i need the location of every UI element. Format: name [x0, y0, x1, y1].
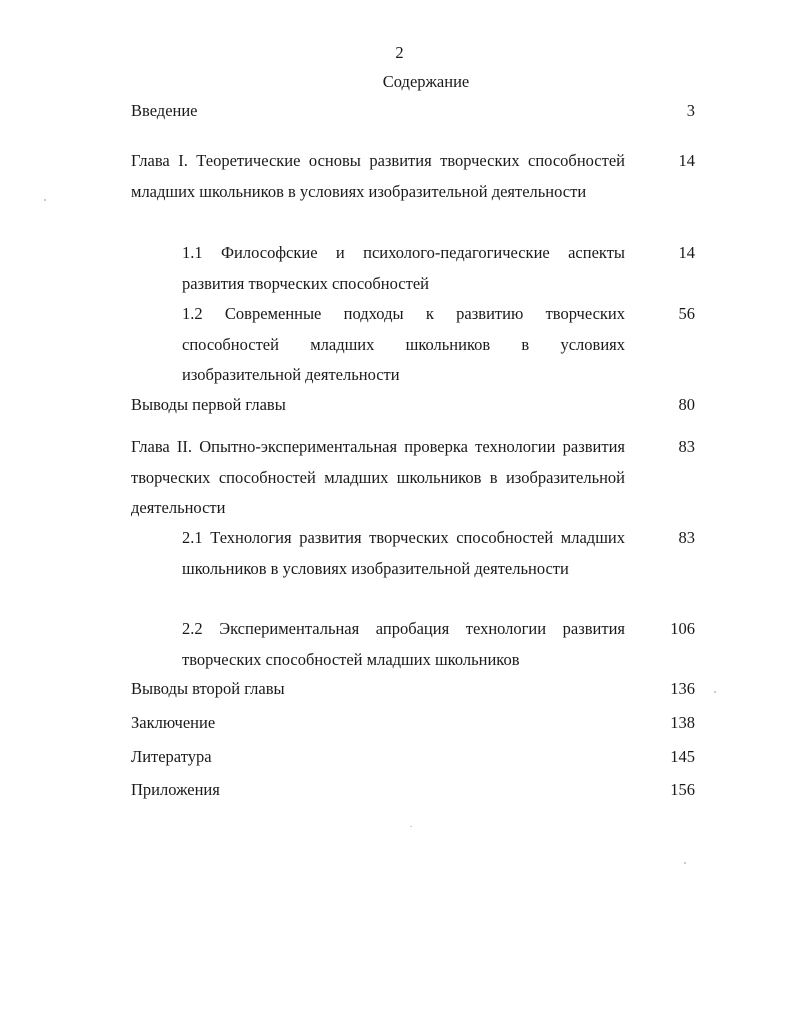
- toc-entry-page: 156: [670, 780, 695, 799]
- scan-speck: [410, 826, 412, 827]
- toc-entry-page: 3: [686, 101, 695, 120]
- toc-entry-text: 1.2 Современные подходы к развитию творческих способностей младших школьников в условиях изобразительной деятельности: [182, 304, 625, 384]
- toc-entry-page: 14: [678, 151, 695, 170]
- scan-speck: [684, 862, 686, 864]
- toc-entry-text: 2.1 Технология развития творческих способностей младших школьников в условиях изобразительной деятельности: [182, 528, 625, 578]
- toc-entry-text: Литература: [131, 747, 212, 766]
- toc-entry-page: 106: [670, 619, 695, 638]
- scan-speck: [44, 199, 46, 201]
- toc-entry-text: Заключение: [131, 713, 216, 732]
- page-number: 2: [395, 43, 404, 62]
- toc-entry-page: 80: [678, 395, 695, 414]
- toc-entry-page: 136: [670, 679, 695, 698]
- scan-speck: [714, 691, 716, 693]
- toc-entry-page: 138: [670, 713, 695, 732]
- toc-entry-page: 14: [678, 243, 695, 262]
- toc-entry-text: Глава II. Опытно-экспериментальная проверка технологии развития творческих способностей младших школьников в изобразительной деятельности: [131, 437, 625, 517]
- toc-entry-text: 1.1 Философские и психолого-педагогические аспекты развития творческих способностей: [182, 243, 625, 293]
- toc-entry-page: 83: [678, 437, 695, 456]
- toc-entry-text: Выводы второй главы: [131, 679, 285, 698]
- toc-entry-page: 56: [678, 304, 695, 323]
- toc-entry-page: 145: [670, 747, 695, 766]
- page-title: Содержание: [382, 72, 470, 91]
- toc-entry-text: Введение: [131, 101, 198, 120]
- toc-entry-page: 83: [678, 528, 695, 547]
- toc-entry-text: Приложения: [131, 780, 220, 799]
- toc-entry-text: Глава I. Теоретические основы развития творческих способностей младших школьников в условиях изобразительной деятельности: [131, 151, 625, 201]
- toc-entry-text: Выводы первой главы: [131, 395, 286, 414]
- toc-entry-text: 2.2 Экспериментальная апробация технологии развития творческих способностей младших школьников: [182, 619, 625, 669]
